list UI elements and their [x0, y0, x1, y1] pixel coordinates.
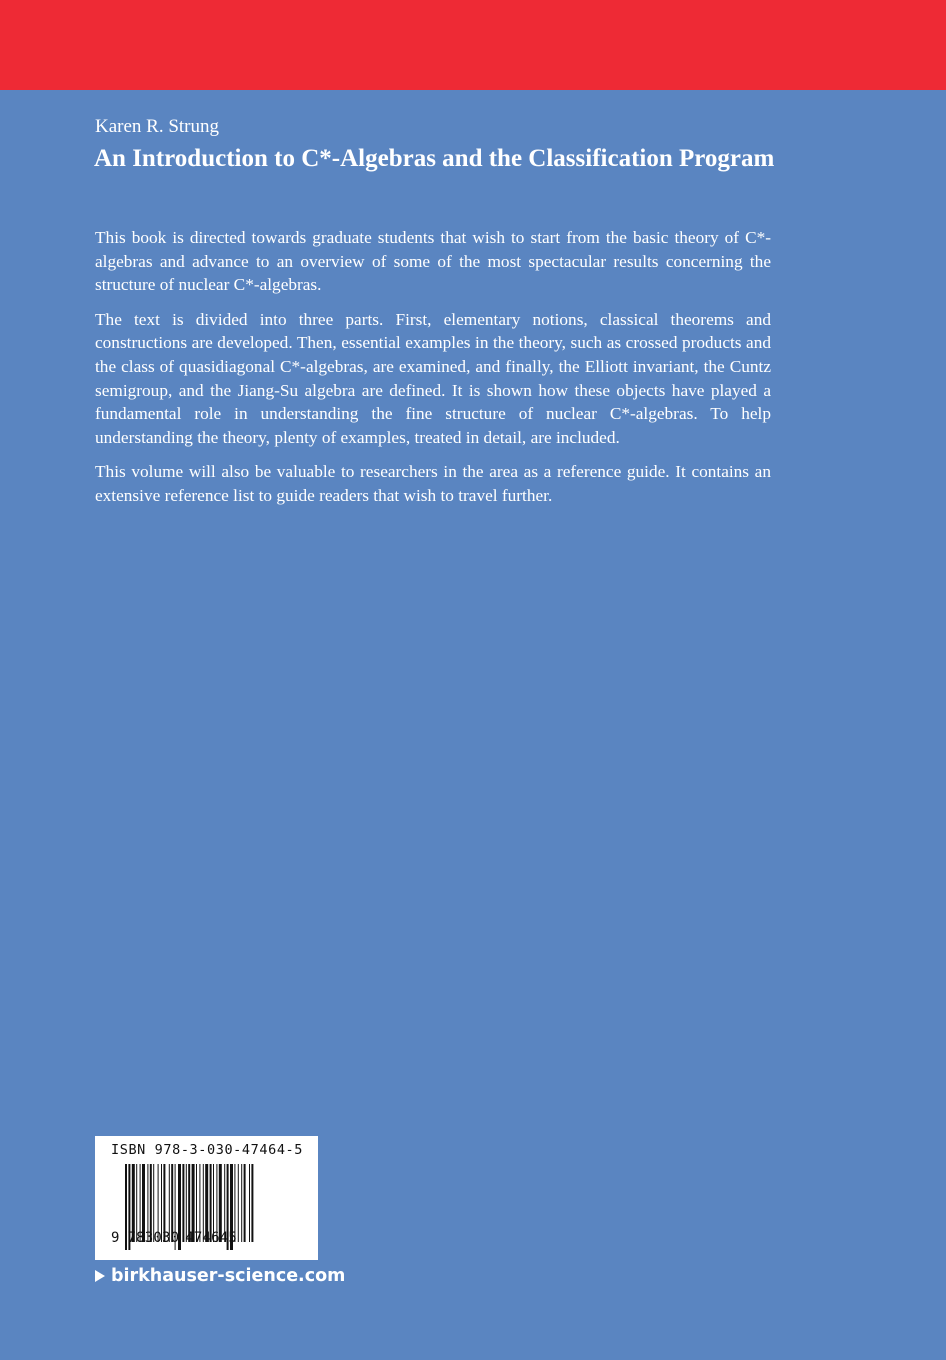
isbn-barcode	[95, 1136, 318, 1260]
book-title: An Introduction to C*-Algebras and the Classification Program	[94, 145, 775, 172]
description-paragraph: This book is directed towards graduate students that wish to start from the basic theory of C*-algebras and advance to an overview of some of the most spectacular results concerning the structure of nuclear C*-algebras.	[95, 228, 771, 295]
barcode-right-group: 474645	[185, 1230, 237, 1246]
publisher-url: birkhauser-science.com	[111, 1266, 346, 1286]
barcode-bar	[241, 1164, 242, 1242]
barcode-bar	[244, 1164, 246, 1242]
triangle-right-icon	[95, 1270, 105, 1282]
isbn-label: ISBN 978-3-030-47464-5	[111, 1142, 304, 1158]
description-paragraph: The text is divided into three parts. First, elementary notions, classical theorems and constructions are developed. Then, essential examples in the theory, such as crossed products and the class of quasidiagonal C*-algebras, are examined, and finally, the Elliott invariant, the Cuntz semigroup, and the Jiang-Su algebra are defined. It is shown how these objects have played a fundamental role in understanding the fine structure of nuclear C*-algebras. To help understanding the theory, plenty of examples, treated in detail, are included.	[95, 309, 771, 447]
barcode-lead-digit: 9	[111, 1230, 120, 1246]
barcode-bar	[238, 1164, 239, 1242]
barcode-bar	[249, 1164, 250, 1242]
barcode-bar	[251, 1164, 253, 1242]
barcode-digits	[111, 1230, 237, 1246]
author-name: Karen R. Strung	[95, 116, 220, 137]
book-description	[95, 226, 771, 519]
publisher-website-link[interactable]	[95, 1266, 345, 1286]
top-color-band	[0, 0, 946, 90]
barcode-left-group: 783030	[127, 1230, 180, 1246]
description-paragraph: This volume will also be valuable to researchers in the area as a reference guide. It contains an extensive reference list to guide readers that wish to travel further.	[95, 462, 771, 505]
